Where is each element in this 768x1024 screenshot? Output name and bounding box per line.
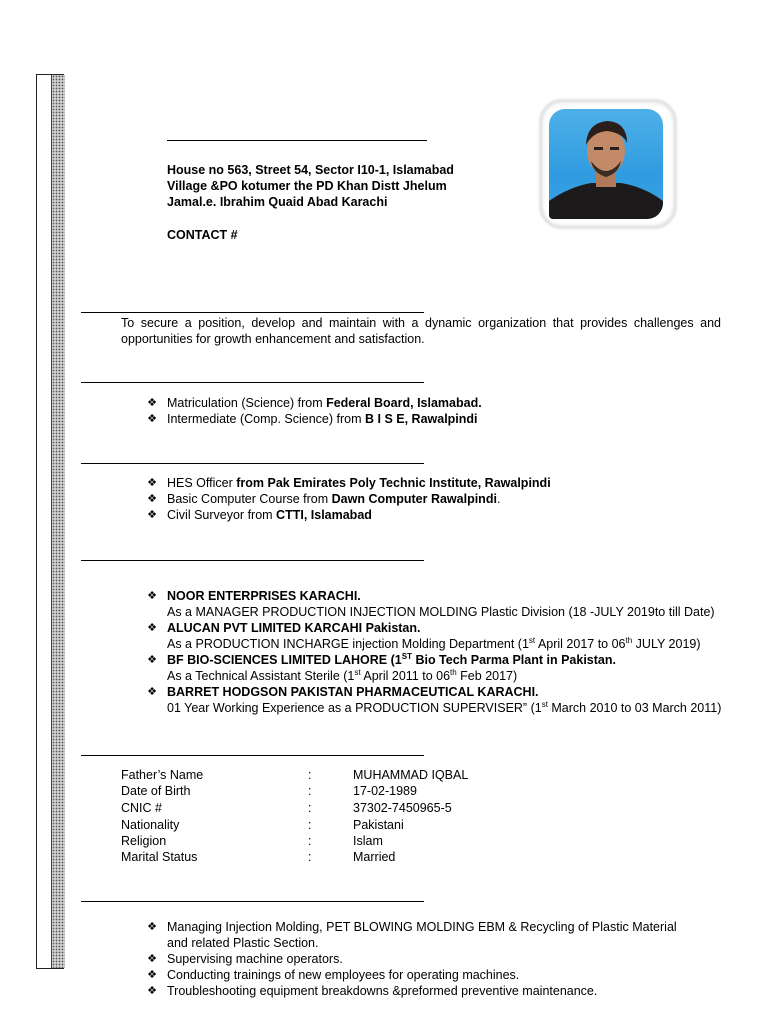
info-colon: :: [308, 818, 312, 832]
experience-item: [145, 588, 725, 620]
objective-text: To secure a position, develop and maintain with a dynamic organization that provides challenges and opportunities for growth enhancement and satisfaction.: [121, 316, 721, 346]
objective-rule: [81, 312, 424, 313]
diamond-bullet-icon: ❖: [147, 921, 157, 933]
experience-list: [145, 588, 725, 716]
info-value: MUHAMMAD IQBAL: [353, 768, 469, 782]
skill-text: Conducting trainings of new employees for operating machines.: [167, 968, 520, 982]
skill-text: Managing Injection Molding, PET BLOWING MOLDING EBM & Recycling of Plastic Material: [167, 920, 677, 934]
personal-info-table: [121, 767, 721, 867]
diamond-bullet-icon: ❖: [147, 622, 157, 634]
side-border-pattern: [51, 75, 65, 968]
info-key: CNIC #: [121, 801, 162, 815]
diamond-bullet-icon: ❖: [147, 985, 157, 997]
skills-list: [145, 919, 725, 999]
diamond-bullet-icon: ❖: [147, 509, 157, 521]
education-institute: B I S E, Rawalpindi: [365, 412, 478, 426]
page-side-border: [36, 74, 64, 969]
company-name: ALUCAN PVT LIMITED KARCAHI Pakistan.: [167, 621, 421, 635]
address-line-1: House no 563, Street 54, Sector I10-1, Islamabad: [167, 163, 454, 177]
education-degree: Matriculation (Science) from: [167, 396, 327, 410]
address-line-3: Jamal.e. Ibrahim Quaid Abad Karachi: [167, 195, 388, 209]
company-name: BARRET HODGSON PAKISTAN PHARMACEUTICAL KARACHI.: [167, 685, 539, 699]
diamond-bullet-icon: ❖: [147, 477, 157, 489]
education-rule: [81, 382, 424, 383]
table-row: [121, 833, 721, 849]
skill-text-continued: and related Plastic Section.: [167, 936, 319, 950]
education-institute: Federal Board, Islamabad.: [326, 396, 482, 410]
cert-institute: from Pak Emirates Poly Technic Institute, Rawalpindi: [236, 476, 551, 490]
contact-label: CONTACT #: [167, 228, 238, 242]
job-role: As a Technical Assistant Sterile (1st April 2011 to 06th Feb 2017): [167, 667, 518, 683]
experience-item: [145, 684, 725, 716]
job-role: 01 Year Working Experience as a PRODUCTION SUPERVISER” (1st March 2010 to 03 March 2011): [167, 699, 722, 715]
diamond-bullet-icon: ❖: [147, 969, 157, 981]
info-value: Islam: [353, 834, 383, 848]
diamond-bullet-icon: ❖: [147, 953, 157, 965]
info-value: 37302-7450965-5: [353, 801, 452, 815]
experience-rule: [81, 560, 424, 561]
table-row: [121, 767, 721, 783]
info-key: Religion: [121, 834, 167, 848]
job-role: As a MANAGER PRODUCTION INJECTION MOLDING Plastic Division (18 -JULY 2019to till Date): [167, 605, 715, 619]
info-colon: :: [308, 834, 312, 848]
header-rule: [167, 140, 427, 141]
info-colon: :: [308, 768, 312, 782]
education-degree: Intermediate (Comp. Science) from: [167, 412, 365, 426]
company-name: NOOR ENTERPRISES KARACHI.: [167, 589, 361, 603]
list-item: [145, 411, 725, 427]
info-key: Father’s Name: [121, 768, 204, 782]
profile-photo-frame: [540, 100, 676, 228]
profile-photo: [549, 109, 663, 219]
person-portrait-icon: [549, 109, 663, 219]
education-list: [145, 395, 725, 427]
cert-institute: CTTI, Islamabad: [276, 508, 372, 522]
certifications-list: [145, 475, 725, 523]
table-row: [121, 817, 721, 833]
skill-text: Troubleshooting equipment breakdowns &preformed preventive maintenance.: [167, 984, 598, 998]
skills-rule: [81, 901, 424, 902]
list-item: [145, 475, 725, 491]
table-row: [121, 783, 721, 799]
table-row: [121, 800, 721, 816]
experience-item: [145, 652, 725, 684]
table-row: [121, 849, 721, 865]
info-value: Pakistani: [353, 818, 404, 832]
info-value: Married: [353, 850, 396, 864]
list-item: [145, 507, 725, 523]
list-item: [145, 919, 725, 951]
diamond-bullet-icon: ❖: [147, 397, 157, 409]
info-colon: :: [308, 784, 312, 798]
address-line-2: Village &PO kotumer the PD Khan Distt Jhelum: [167, 179, 447, 193]
list-item: [145, 983, 725, 999]
info-colon: :: [308, 850, 312, 864]
job-role: As a PRODUCTION INCHARGE injection Molding Department (1st April 2017 to 06th JULY 2019): [167, 635, 701, 651]
diamond-bullet-icon: ❖: [147, 413, 157, 425]
info-key: Date of Birth: [121, 784, 191, 798]
list-item: [145, 951, 725, 967]
experience-item: [145, 620, 725, 652]
info-key: Marital Status: [121, 850, 198, 864]
diamond-bullet-icon: ❖: [147, 654, 157, 666]
cert-name: Civil Surveyor from: [167, 508, 277, 522]
info-colon: :: [308, 801, 312, 815]
info-key: Nationality: [121, 818, 180, 832]
personal-rule: [81, 755, 424, 756]
list-item: [145, 967, 725, 983]
address-block: [167, 162, 527, 243]
diamond-bullet-icon: ❖: [147, 686, 157, 698]
cert-institute: Dawn Computer Rawalpindi: [331, 492, 497, 506]
info-value: 17-02-1989: [353, 784, 417, 798]
cert-name: Basic Computer Course from: [167, 492, 332, 506]
diamond-bullet-icon: ❖: [147, 590, 157, 602]
certifications-rule: [81, 463, 424, 464]
skill-text: Supervising machine operators.: [167, 952, 343, 966]
cert-name: HES Officer: [167, 476, 237, 490]
cert-tail: .: [496, 492, 501, 506]
list-item: [145, 491, 725, 507]
company-name: BF BIO-SCIENCES LIMITED LAHORE (1ST Bio Tech Parma Plant in Pakistan.: [167, 651, 616, 667]
list-item: [145, 395, 725, 411]
diamond-bullet-icon: ❖: [147, 493, 157, 505]
